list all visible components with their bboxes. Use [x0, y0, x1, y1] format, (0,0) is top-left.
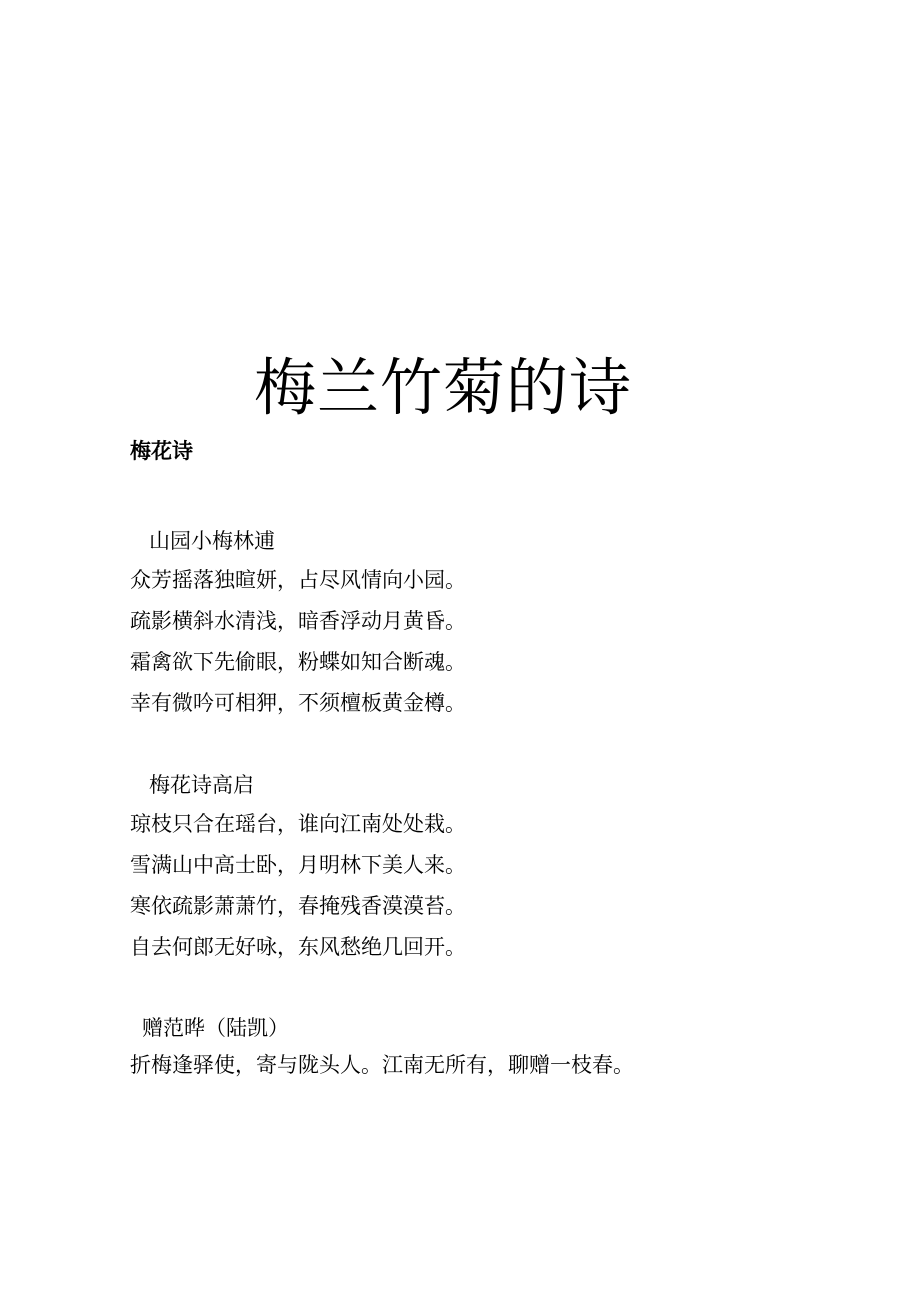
- poem-title: 梅花诗高启: [149, 773, 254, 797]
- poem-line: 疏影横斜水清浅，暗香浮动月黄昏。: [130, 609, 466, 633]
- poem-line: 自去何郎无好咏，东风愁绝几回开。: [130, 935, 466, 959]
- poem-title: 山园小梅林逋: [149, 529, 275, 553]
- poem-line: 众芳摇落独暄妍，占尽风情向小园。: [130, 568, 466, 592]
- poem-line: 琼枝只合在瑶台，谁向江南处处栽。: [130, 812, 466, 836]
- poem: [130, 1013, 634, 1086]
- poem-line: 雪满山中高士卧，月明林下美人来。: [130, 853, 466, 877]
- document-title: 梅兰竹菊的诗: [253, 351, 632, 424]
- poem: [130, 526, 466, 724]
- poem-title: 赠范晔（陆凯）: [142, 1016, 289, 1040]
- poem-line: 霜禽欲下先偷眼，粉蝶如知合断魂。: [130, 650, 466, 674]
- poem: [130, 770, 466, 968]
- poem-line: 寒依疏影萧萧竹，春掩残香漠漠苔。: [130, 894, 466, 918]
- poem-line: 折梅逢驿使，寄与陇头人。江南无所有，聊赠一枝春。: [130, 1053, 634, 1077]
- section-heading: 梅花诗: [130, 439, 193, 463]
- poem-line: 幸有微吟可相狎，不须檀板黄金樽。: [130, 691, 466, 715]
